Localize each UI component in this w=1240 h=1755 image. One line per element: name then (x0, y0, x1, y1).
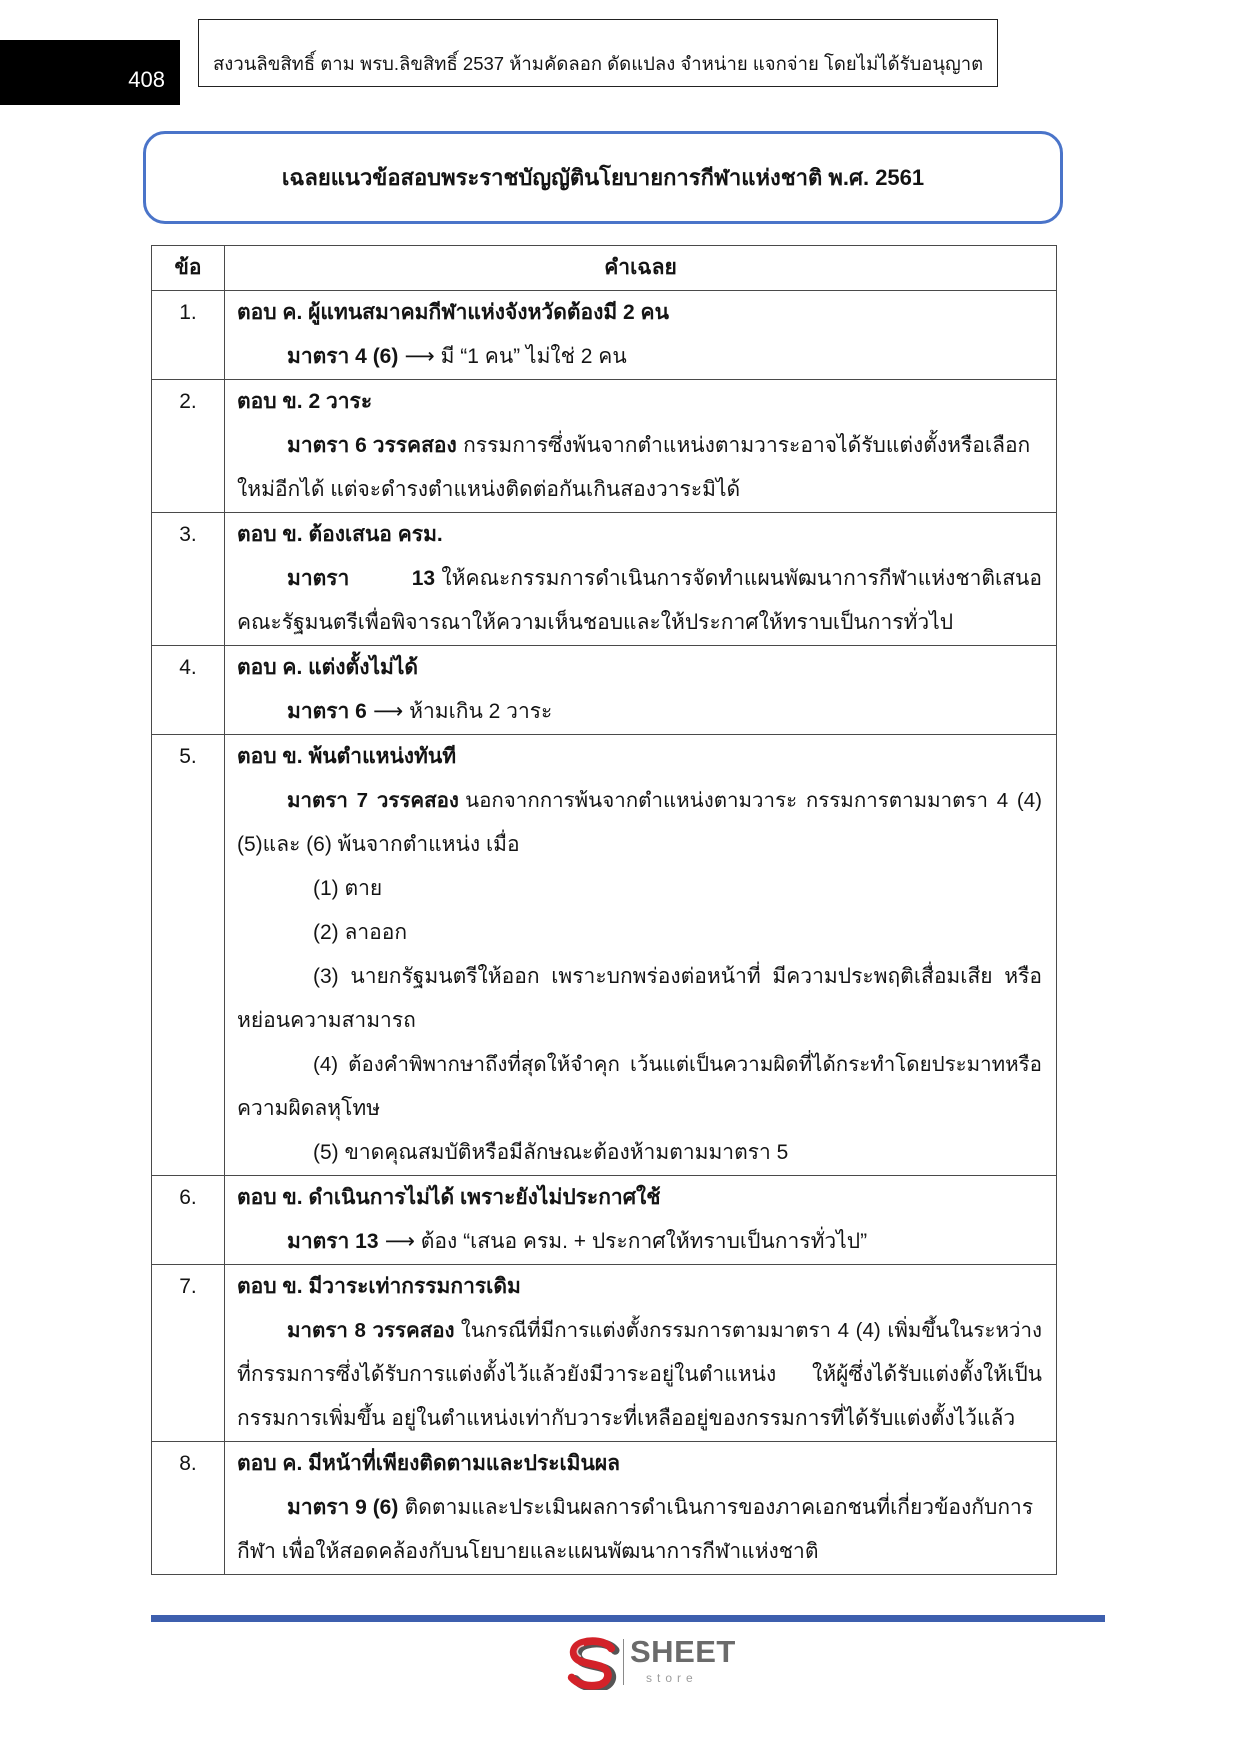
explanation-line: ที่กรรมการซึ่งได้รับการแต่งตั้งไว้แล้วยังมีวาระอยู่ในตำแหน่ง ให้ผู้ซึ่งได้รับแต่งตั้งให้เป็น (237, 1363, 1042, 1386)
question-number: 1. (179, 301, 197, 324)
explanation-text: ⟶ มี “1 คน” ไม่ใช่ 2 คน (404, 345, 627, 368)
answer-choice: ตอบ ข. พ้นตำแหน่งทันที (237, 745, 457, 768)
section-reference: มาตรา 7 วรรคสอง (287, 789, 459, 812)
answer-choice: ตอบ ค. แต่งตั้งไม่ได้ (237, 656, 419, 679)
section-reference: มาตรา 4 (6) (287, 345, 399, 368)
explanation-line (237, 424, 1042, 468)
explanation-line: กีฬา เพื่อให้สอดคล้องกับนโยบายและแผนพัฒนาการกีฬาแห่งชาติ (237, 1540, 819, 1563)
table-header-row (152, 246, 1057, 291)
answer-row (152, 380, 1057, 513)
logo-subtext: store (646, 1671, 698, 1685)
explanation-line: (5)และ (6) พ้นจากตำแหน่ง เมื่อ (237, 833, 520, 856)
explanation-list-item: (2) ลาออก (313, 921, 408, 944)
title-box (143, 131, 1063, 224)
section-reference: มาตรา 9 (6) (287, 1496, 399, 1519)
answer-choice: ตอบ ค. ผู้แทนสมาคมกีฬาแห่งจังหวัดต้องมี 2 คน (237, 301, 669, 324)
section-reference: มาตรา 8 วรรคสอง (287, 1319, 455, 1342)
explanation-line (237, 557, 1042, 601)
answer-row (152, 1442, 1057, 1575)
answer-row (152, 646, 1057, 735)
logo-brand-text: SHEET (630, 1634, 736, 1669)
column-header-number: ข้อ (152, 246, 225, 291)
explanation-line: ใหม่อีกได้ แต่จะดำรงตำแหน่งติดต่อกันเกินสองวาระมิได้ (237, 478, 741, 501)
section-reference: มาตรา 6 วรรคสอง (287, 434, 457, 457)
answer-row (152, 291, 1057, 380)
explanation-list-item: (3) นายกรัฐมนตรีให้ออก เพราะบกพร่องต่อหน้าที่ มีความประพฤติเสื่อมเสีย หรือ (313, 965, 1042, 988)
explanation-text: ⟶ ต้อง “เสนอ ครม. + ประกาศให้ทราบเป็นการทั่วไป” (384, 1230, 868, 1253)
section-reference: มาตรา 13 (287, 567, 436, 590)
answer-choice: ตอบ ข. ต้องเสนอ ครม. (237, 523, 443, 546)
explanation-text: ติดตามและประเมินผลการดำเนินการของภาคเอกชนที่เกี่ยวข้องกับการ (404, 1496, 1034, 1519)
s-swirl-logo-icon (562, 1634, 620, 1690)
explanation-text: นอกจากการพ้นจากตำแหน่งตามวาระ กรรมการตามมาตรา 4 (4) (465, 789, 1042, 812)
question-number-cell (152, 1442, 225, 1575)
answer-choice: ตอบ ค. มีหน้าที่เพียงติดตามและประเมินผล (237, 1452, 621, 1475)
copyright-notice: สงวนลิขสิทธิ์ ตาม พรบ.ลิขสิทธิ์ 2537 ห้ามคัดลอก ดัดแปลง จำหน่าย แจกจ่าย โดยไม่ได้รับอนุญาต (213, 53, 983, 74)
question-number-cell (152, 291, 225, 380)
question-number-cell (152, 1176, 225, 1265)
explanation-list-item: (5) ขาดคุณสมบัติหรือมีลักษณะต้องห้ามตามมาตรา 5 (313, 1141, 789, 1164)
answer-cell (225, 1176, 1057, 1265)
question-number: 5. (179, 745, 197, 768)
sheet-store-logo (562, 1634, 752, 1692)
answer-cell (225, 291, 1057, 380)
question-number: 8. (179, 1452, 197, 1475)
answer-cell (225, 646, 1057, 735)
question-number-cell (152, 380, 225, 513)
question-number-cell (152, 513, 225, 646)
question-number-cell (152, 735, 225, 1176)
explanation-text: ⟶ ห้ามเกิน 2 วาระ (373, 700, 553, 723)
column-header-answer: คำเฉลย (225, 246, 1057, 291)
answer-row (152, 735, 1057, 1176)
explanation-line (237, 335, 1042, 379)
explanation-line: หย่อนความสามารถ (237, 1009, 416, 1032)
answer-cell (225, 513, 1057, 646)
answer-choice: ตอบ ข. 2 วาระ (237, 390, 373, 413)
answer-cell (225, 735, 1057, 1176)
explanation-line (237, 690, 1042, 734)
question-number: 6. (179, 1186, 197, 1209)
footer-rule (151, 1615, 1105, 1622)
explanation-line (237, 779, 1042, 823)
answer-table (151, 245, 1057, 1575)
page-number: 408 (128, 67, 165, 92)
answer-row (152, 1265, 1057, 1442)
explanation-line: ความผิดลหุโทษ (237, 1097, 381, 1120)
answer-row (152, 513, 1057, 646)
answer-cell (225, 380, 1057, 513)
question-number: 2. (179, 390, 197, 413)
answer-choice: ตอบ ข. มีวาระเท่ากรรมการเดิม (237, 1275, 521, 1298)
explanation-list-item: (1) ตาย (313, 877, 383, 900)
explanation-list-item: (4) ต้องคำพิพากษาถึงที่สุดให้จำคุก เว้นแต่เป็นความผิดที่ได้กระทำโดยประมาทหรือ (313, 1053, 1042, 1076)
question-number: 4. (179, 656, 197, 679)
logo-divider (623, 1639, 624, 1685)
explanation-line: คณะรัฐมนตรีเพื่อพิจารณาให้ความเห็นชอบและให้ประกาศให้ทราบเป็นการทั่วไป (237, 611, 954, 634)
explanation-text: ในกรณีที่มีการแต่งตั้งกรรมการตามมาตรา 4 (4) เพิ่มขึ้นในระหว่าง (460, 1319, 1042, 1342)
explanation-line: กรรมการเพิ่มขึ้น อยู่ในตำแหน่งเท่ากับวาระที่เหลืออยู่ของกรรมการที่ได้รับแต่งตั้งไว้แล้ว (237, 1407, 1016, 1430)
question-number-cell (152, 1265, 225, 1442)
page-title: เฉลยแนวข้อสอบพระราชบัญญัตินโยบายการกีฬาแห่งชาติ พ.ศ. 2561 (281, 165, 925, 190)
section-reference: มาตรา 13 (287, 1230, 379, 1253)
explanation-text: กรรมการซึ่งพ้นจากตำแหน่งตามวาระอาจได้รับแต่งตั้งหรือเลือก (463, 434, 1031, 457)
section-reference: มาตรา 6 (287, 700, 367, 723)
answer-cell (225, 1442, 1057, 1575)
explanation-line (237, 1220, 1042, 1264)
explanation-line (237, 1309, 1042, 1353)
question-number: 7. (179, 1275, 197, 1298)
page-number-box (0, 40, 180, 105)
explanation-text: ให้คณะกรรมการดำเนินการจัดทำแผนพัฒนาการกีฬาแห่งชาติเสนอ (441, 567, 1042, 590)
question-number-cell (152, 646, 225, 735)
question-number: 3. (179, 523, 197, 546)
copyright-box (198, 19, 998, 87)
answer-cell (225, 1265, 1057, 1442)
answer-row (152, 1176, 1057, 1265)
answer-choice: ตอบ ข. ดำเนินการไม่ได้ เพราะยังไม่ประกาศใช้ (237, 1186, 661, 1209)
explanation-line (237, 1486, 1042, 1530)
